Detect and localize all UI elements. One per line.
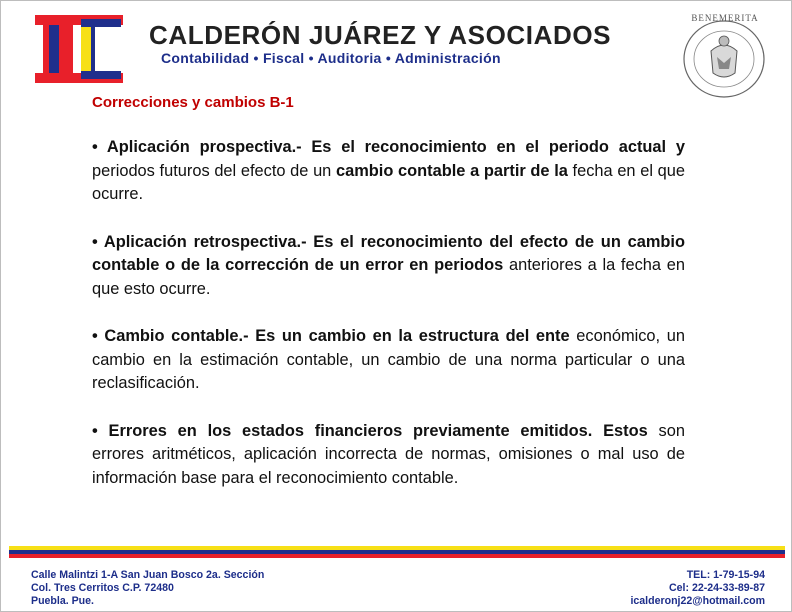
cell-number: Cel: 22-24-33-89-87 (669, 581, 765, 594)
company-services: Contabilidad • Fiscal • Auditoria • Administración (161, 50, 501, 66)
phone-number: TEL: 1-79-15-94 (686, 569, 765, 581)
paragraph-text: son errores aritméticos, aplicación incorrecta de normas, omisiones o mal uso de información base para el reconocimiento contable. (92, 421, 685, 487)
paragraph-text: anteriores a la fecha en que esto ocurre. (92, 256, 685, 298)
paragraph-prospective (92, 136, 685, 207)
content-body (92, 136, 685, 514)
paragraph-errors (92, 420, 685, 491)
footer-stripes (9, 546, 785, 558)
paragraph-text: periodos futuros del efecto de un (92, 161, 336, 180)
stripe-red (9, 554, 785, 558)
paragraph-text: económico, un cambio en la estimación contable, un cambio de una norma particular o una reclasificación. (92, 327, 685, 392)
paragraph-accounting-change (92, 325, 685, 396)
paragraph-bold-text: • Aplicación prospectiva.- Es el reconocimiento en el periodo actual y (92, 138, 685, 156)
paragraph-bold-text: • Aplicación retrospectiva.- Es el reconocimiento del efecto de un cambio contable o de la corrección de un error en periodos (92, 232, 685, 274)
page-title: Correcciones y cambios B-1 (92, 94, 294, 111)
paragraph-bold-text: cambio contable a partir de la (335, 161, 568, 180)
paragraph-retrospective (92, 231, 685, 302)
company-logo (35, 15, 123, 83)
company-name: CALDERÓN JUÁREZ Y ASOCIADOS (149, 20, 612, 50)
address-line: Col. Tres Cerritos C.P. 72480 (31, 581, 174, 594)
address-line: Calle Malintzi 1-A San Juan Bosco 2a. Sección (31, 569, 265, 581)
footer-contact (630, 569, 765, 607)
paragraph-bold-text: • Cambio contable.- Es un cambio en la estructura del ente (92, 327, 570, 345)
paragraph-text: fecha en el que ocurre. (92, 161, 685, 203)
email-address: icalderonj22@hotmail.com (630, 594, 765, 607)
university-seal-icon (677, 11, 771, 99)
footer-address (31, 569, 264, 607)
paragraph-bold-text: • Errores en los estados financieros previamente emitidos. Estos (92, 421, 648, 440)
address-line: Puebla. Pue. (31, 594, 94, 607)
seal-text: BENEMERITA (691, 13, 759, 23)
